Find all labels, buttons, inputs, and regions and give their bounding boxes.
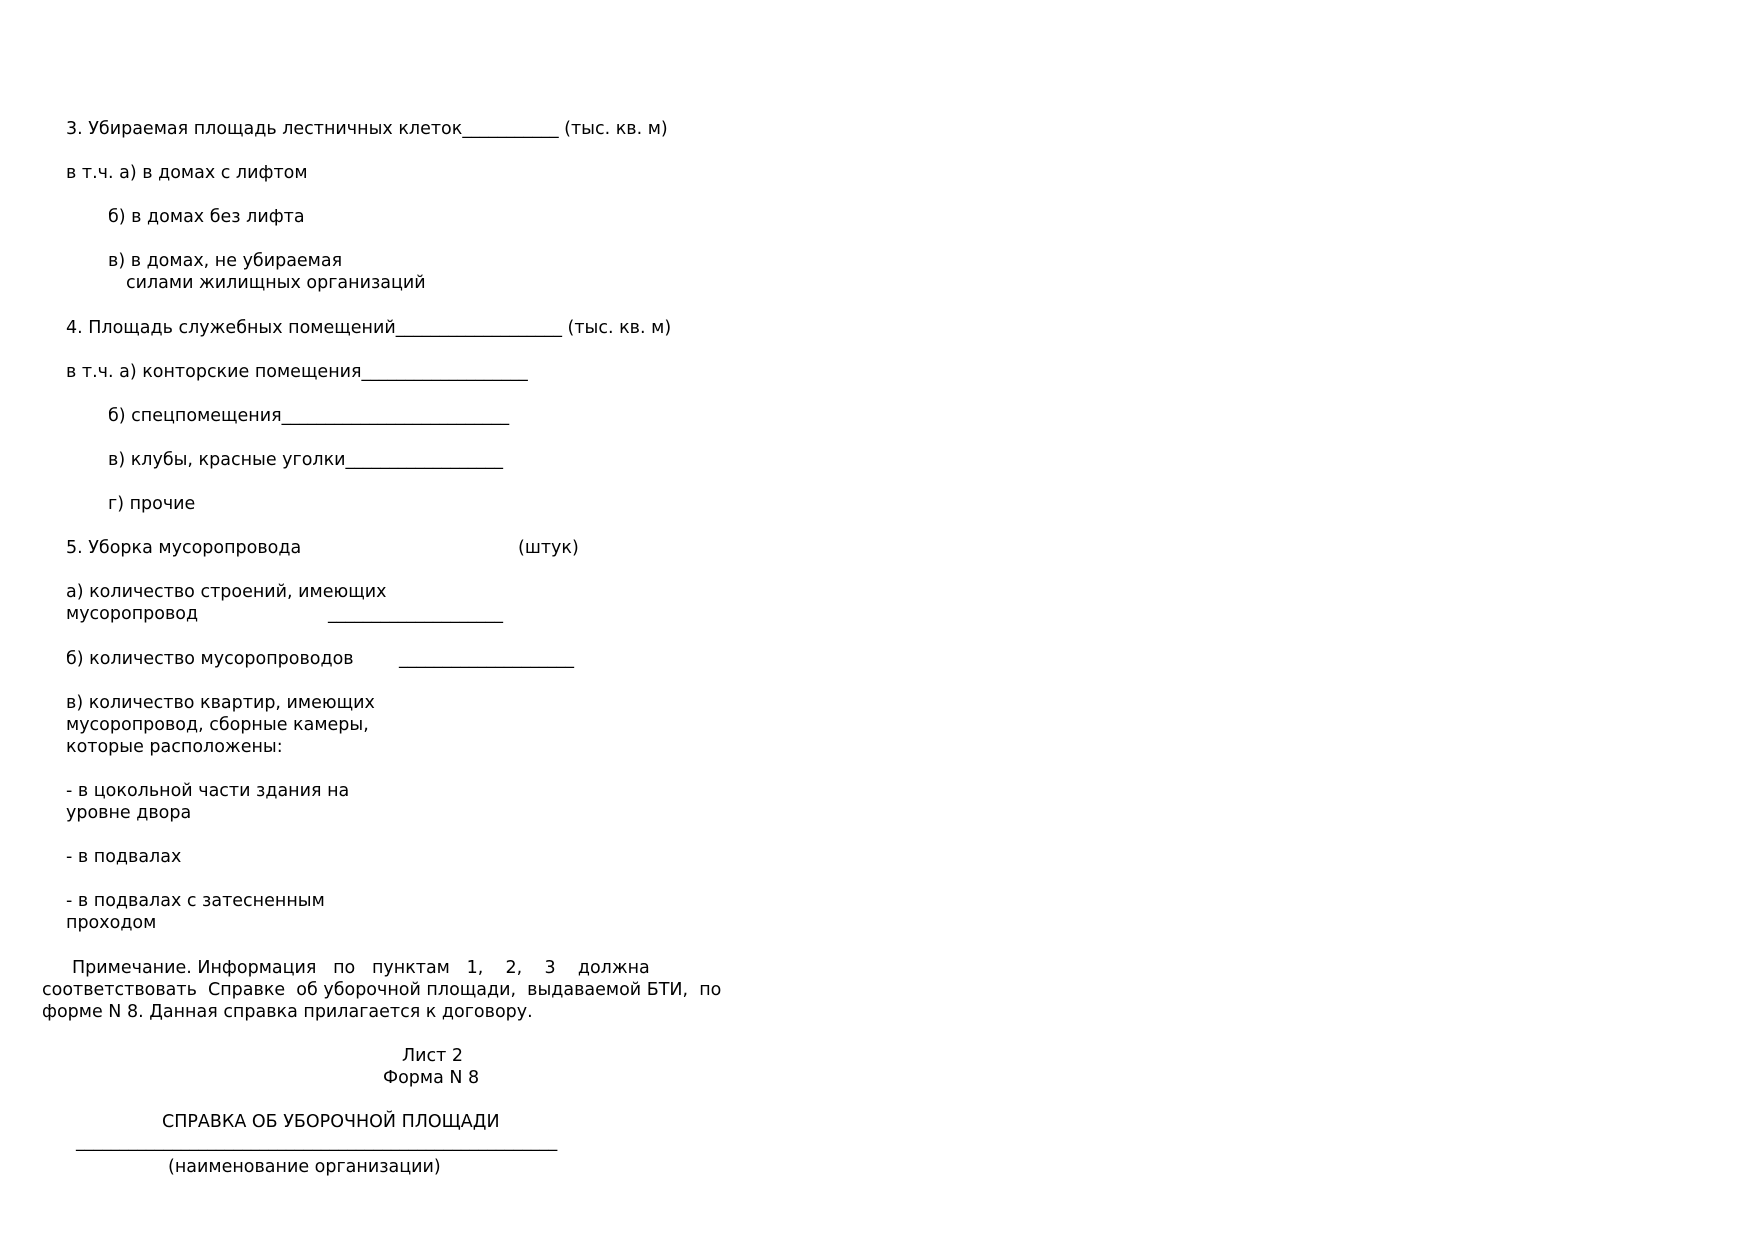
section5-item-a-line2: мусоропровод — [66, 604, 199, 624]
note-line2: соответствовать Справке об уборочной площади, выдаваемой БТИ, по — [42, 980, 722, 1000]
section5-item-b: б) количество мусоропроводов — [66, 649, 354, 669]
sheet-label: Лист 2 — [402, 1046, 464, 1066]
section5-item-v-line3: которые расположены: — [66, 737, 283, 757]
section3-item-a: в т.ч. а) в домах с лифтом — [66, 163, 308, 183]
section5-item-v-line1: в) количество квартир, имеющих — [66, 693, 375, 713]
section5-item-v-line2: мусоропровод, сборные камеры, — [66, 715, 369, 735]
section5-sub3-line2: проходом — [66, 913, 157, 933]
note-line1: Примечание. Информация по пунктам 1, 2, 3 должна — [72, 958, 650, 978]
section5-title: 5. Уборка мусоропровода — [66, 538, 302, 558]
form-title: СПРАВКА ОБ УБОРОЧНОЙ ПЛОЩАДИ — [162, 1112, 500, 1132]
section5-sub1-line2: уровне двора — [66, 803, 192, 823]
section5-sub3-line1: - в подвалах с затесненным — [66, 891, 325, 911]
organization-caption: (наименование организации) — [168, 1157, 441, 1177]
section4-item-g: г) прочие — [108, 494, 196, 514]
section5-item-b-blank: ____________________ — [399, 649, 574, 669]
section3-item-b: б) в домах без лифта — [108, 207, 305, 227]
section3-item-v-line2: силами жилищных организаций — [126, 273, 426, 293]
section3-title: 3. Убираемая площадь лестничных клеток___________ (тыс. кв. м) — [66, 119, 668, 139]
section5-unit: (штук) — [518, 538, 579, 558]
section5-sub1-line1: - в цокольной части здания на — [66, 781, 350, 801]
section4-item-b: б) спецпомещения__________________________ — [108, 406, 510, 426]
section3-item-v-line1: в) в домах, не убираемая — [108, 251, 343, 271]
section5-sub2: - в подвалах — [66, 847, 182, 867]
section5-item-a-blank: ____________________ — [328, 604, 503, 624]
form-number: Форма N 8 — [383, 1068, 480, 1088]
section5-item-a-line1: а) количество строений, имеющих — [66, 582, 387, 602]
section4-item-v: в) клубы, красные уголки__________________ — [108, 450, 504, 470]
organization-line: _______________________________________________________ — [76, 1132, 558, 1152]
section4-item-a: в т.ч. а) конторские помещения___________________ — [66, 362, 528, 382]
section4-title: 4. Площадь служебных помещений___________________ (тыс. кв. м) — [66, 318, 672, 338]
note-line3: форме N 8. Данная справка прилагается к договору. — [42, 1002, 533, 1022]
